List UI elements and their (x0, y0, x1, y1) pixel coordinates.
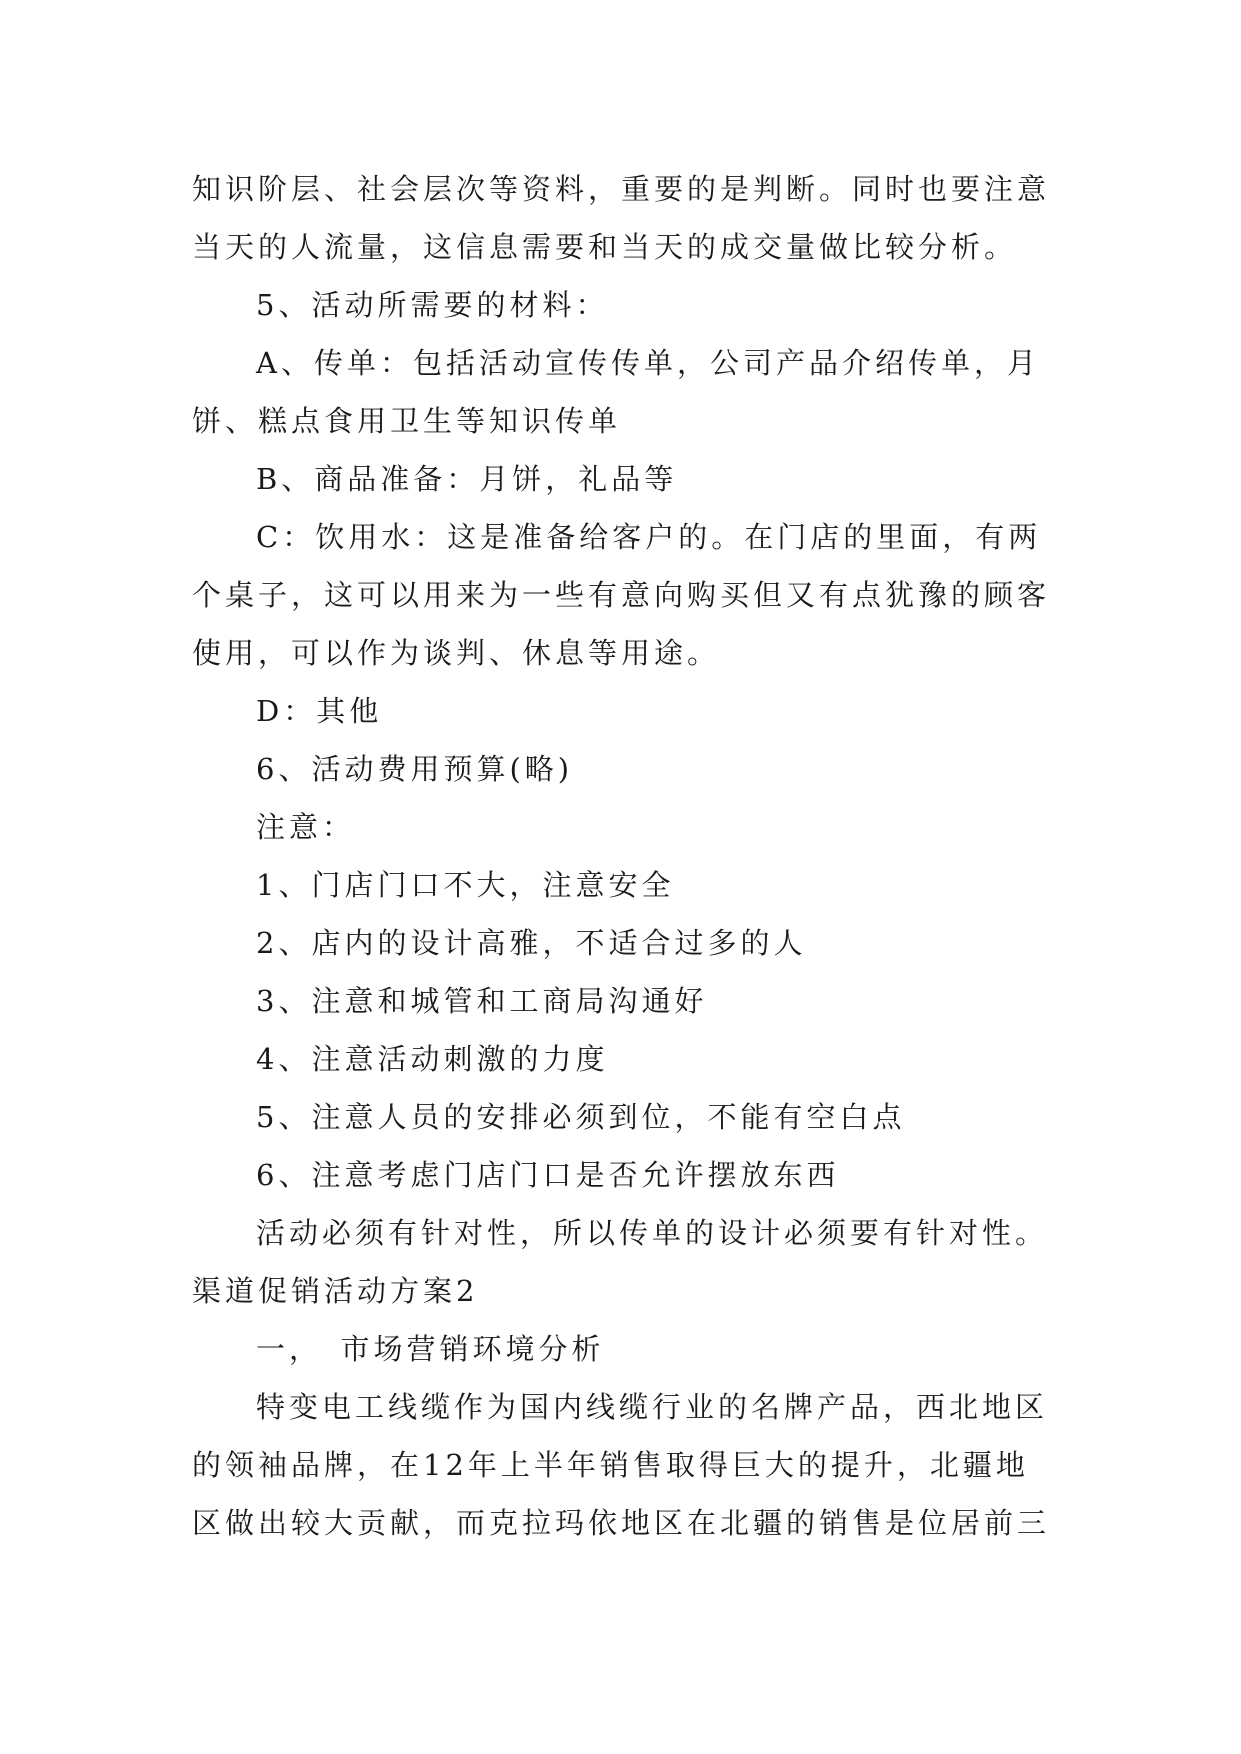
section-heading: 渠道促销活动方案2 (192, 1274, 479, 1308)
text-line: 活动必须有针对性，所以传单的设计必须要有针对性。 (256, 1216, 1049, 1250)
text-line: 特变电工线缆作为国内线缆行业的名牌产品，西北地区 (256, 1390, 1049, 1424)
text-line: 4、注意活动刺激的力度 (256, 1042, 609, 1076)
text-line: 2、店内的设计高雅，不适合过多的人 (256, 926, 807, 960)
text-line: A、传单：包括活动宣传传单，公司产品介绍传单，月 (256, 346, 1040, 380)
text-line: B、商品准备：月饼，礼品等 (256, 462, 678, 496)
text-line: 当天的人流量，这信息需要和当天的成交量做比较分析。 (192, 230, 1018, 264)
text-line: 5、活动所需要的材料： (256, 288, 609, 322)
document-body (192, 160, 1064, 1552)
text-line: 6、注意考虑门店门口是否允许摆放东西 (256, 1158, 840, 1192)
text-line: 饼、糕点食用卫生等知识传单 (192, 404, 622, 438)
text-line: 的领袖品牌，在12年上半年销售取得巨大的提升，北疆地 (192, 1448, 1029, 1482)
text-line: 使用，可以作为谈判、休息等用途。 (192, 636, 721, 670)
text-line: C：饮用水：这是准备给客户的。在门店的里面，有两 (256, 520, 1042, 554)
text-line: 3、注意和城管和工商局沟通好 (256, 984, 708, 1018)
text-line: D：其他 (256, 694, 383, 728)
text-line: 1、门店门口不大，注意安全 (256, 868, 675, 902)
text-line: 注意： (256, 810, 356, 844)
text-line: 6、活动费用预算(略) (256, 752, 574, 786)
text-line: 个桌子，这可以用来为一些有意向购买但又有点犹豫的顾客 (192, 578, 1051, 612)
text-line: 知识阶层、社会层次等资料，重要的是判断。同时也要注意 (192, 172, 1051, 206)
text-line: 一， 市场营销环境分析 (256, 1332, 605, 1366)
text-line: 5、注意人员的安排必须到位，不能有空白点 (256, 1100, 906, 1134)
text-line: 区做出较大贡献，而克拉玛依地区在北疆的销售是位居前三 (192, 1506, 1051, 1540)
